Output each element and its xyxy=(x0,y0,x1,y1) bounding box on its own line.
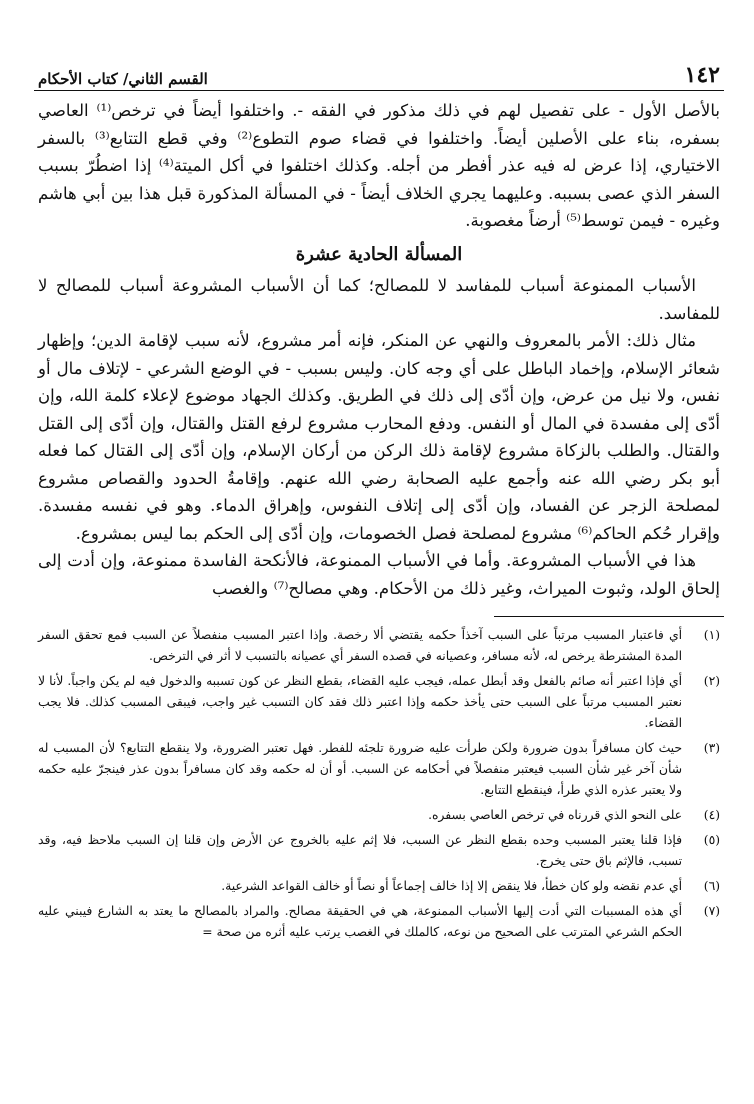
footnote xyxy=(38,738,720,801)
footnote-number: (٤) xyxy=(703,808,720,822)
footnote xyxy=(38,625,720,667)
running-head: القسم الثاني/ كتاب الأحكام xyxy=(38,70,208,88)
footnote-number: (٧) xyxy=(703,904,720,918)
footnote-text: أي فاعتبار المسبب مرتباً على السبب آخذاً حكمه يقتضي ألا رخصة. وإذا اعتبر المسبب منفصلاً عن السبب فمع تحقق السفر المدة المشترطة يرخص له، لأنه مسافر، وعصيانه في قصده السفر أي عصيانه بالتسبب لا أثر في الترخص. xyxy=(38,628,682,663)
footnotes xyxy=(38,625,720,943)
paragraph: مثال ذلك: الأمر بالمعروف والنهي عن المنكر، فإنه أمر مشروع، لأنه سبب لإقامة الدين؛ وإظهار شعائر الإسلام، وإخماد الباطل على أي وجه كان. وليس بسبب - في الوضع الشرعي - لإتلاف مال أو نفس، ولا نيل من عرض، وإن أدّى إلى ذلك في الطريق. وكذلك الجهاد موضوع لإعلاء كلمة الله، وإن أدّى إلى مفسدة في المال أو النفس. ودفع المحارب مشروع لرفع القتل والقتال، وإن أدّى إلى القتل والقتال. والطلب بالزكاة مشروع لإقامة ذلك الركن من أركان الإسلام، وإن أدّى إلى القتال كما فعله أبو بكر رضي الله عنه وأجمع عليه الصحابة رضي الله عنهم. وإقامةُ الحدود والقصاص مشروع لمصلحة الزجر عن الفساد، وإن أدّى إلى إتلاف النفوس، وإهراق الدماء. وهو في نفسه مفسدة. وإقرار حُكم الحاكم⁽⁶⁾ مشروع لمصلحة فصل الخصومات، وإن أدّى إلى الحكم بما ليس بمشروع. xyxy=(38,331,720,543)
footnote-text: على النحو الذي قررناه في ترخص العاصي بسفره. xyxy=(428,808,682,822)
footnote-number: (١) xyxy=(703,628,720,642)
footnote xyxy=(38,830,720,872)
footnote-text: حيث كان مسافراً بدون ضرورة ولكن طرأت عليه ضرورة تلجئه للفطر. فهل تعتبر الضرورة، ولا ينقطع التتابع؟ لأن المسبب له شأن آخر غير شأن السبب فيعتبر منفصلاً في أحكامه عن السبب. أو أن له حكمه وقد كان مسافراً بدون عذر فينجرّ عليه حكمه ولا يعتبر عذره الذي طرأ، فينقطع التتابع. xyxy=(38,741,682,797)
footnote-text: أي هذه المسببات التي أدت إليها الأسباب الممنوعة، هي في الحقيقة مصالح. والمراد بالمصالح ما يعتد به الشارع فيبني عليه الحكم الشرعي المترتب على الصحيح من نوعه، كالملك في الغصب يرتب عليه أثره من صحة = xyxy=(38,904,682,939)
footnote-number: (٥) xyxy=(703,833,720,847)
page-header xyxy=(34,58,724,88)
footnote xyxy=(38,876,720,897)
paragraph: الأسباب الممنوعة أسباب للمفاسد لا للمصالح؛ كما أن الأسباب المشروعة أسباب للمصالح لا للمفاسد. xyxy=(38,276,720,323)
book-page xyxy=(34,58,724,1098)
footnote-text: أي فإذا اعتبر أنه صائم بالفعل وقد أبطل عمله، فيجب عليه القضاء، بقطع النظر عن كون تسببه والدخول فيه لم يكن واجباً. لأنا لا نعتبر المسبب مرتباً على السبب حتى يأخذ حكمه وإذا اعتبر ذلك فقد كان التسبب غير واجب، فيبقى المسبب كذلك. فلا يجب القضاء. xyxy=(38,674,682,730)
footnote-number: (٢) xyxy=(703,674,720,688)
header-rule xyxy=(34,90,724,91)
footnote-text: أي عدم نقضه ولو كان خطأ، فلا ينقض إلا إذا خالف إجماعاً أو نصاً أو خالف القواعد الشرعية. xyxy=(221,879,682,893)
main-text xyxy=(38,97,720,602)
page-number: ١٤٢ xyxy=(684,62,720,88)
paragraph: بالأصل الأول - على تفصيل لهم في ذلك مذكور في الفقه -. واختلفوا أيضاً في ترخص⁽¹⁾ العاصي بسفره، بناء على الأصلين أيضاً. واختلفوا في قضاء صوم التطوع⁽²⁾ وفي قطع التتابع⁽³⁾ بالسفر الاختياري، إذا عرض له فيه عذر أفطر من أجله. وكذلك اختلفوا في أكل الميتة⁽⁴⁾ إذا اضطُرّ بسبب السفر الذي عصى بسببه. وعليهما يجري الخلاف أيضاً - في المسألة المذكورة قبل هذا بين أبي هاشم وغيره - فيمن توسط⁽⁵⁾ أرضاً مغصوبة. xyxy=(38,101,721,230)
paragraph: هذا في الأسباب المشروعة. وأما في الأسباب الممنوعة، فالأنكحة الفاسدة ممنوعة، وإن أدت إلى إلحاق الولد، وثبوت الميراث، وغير ذلك من الأحكام. وهي مصالح⁽⁷⁾ والغصب xyxy=(38,551,720,598)
footnote-number: (٦) xyxy=(703,879,720,893)
footnote-rule xyxy=(494,616,724,617)
footnote xyxy=(38,901,720,943)
footnote-text: فإذا قلنا يعتبر المسبب وحده بقطع النظر عن السبب، فلا إثم عليه بالخروج عن الأرض وإن قلنا إن السبب ملاحظ فيه، وقد تسبب، فالإثم باق حتى يخرج. xyxy=(38,833,682,868)
footnote xyxy=(38,671,720,734)
footnote-number: (٣) xyxy=(703,741,720,755)
footnote xyxy=(38,805,720,826)
section-heading: المسألة الحادية عشرة xyxy=(295,243,463,265)
